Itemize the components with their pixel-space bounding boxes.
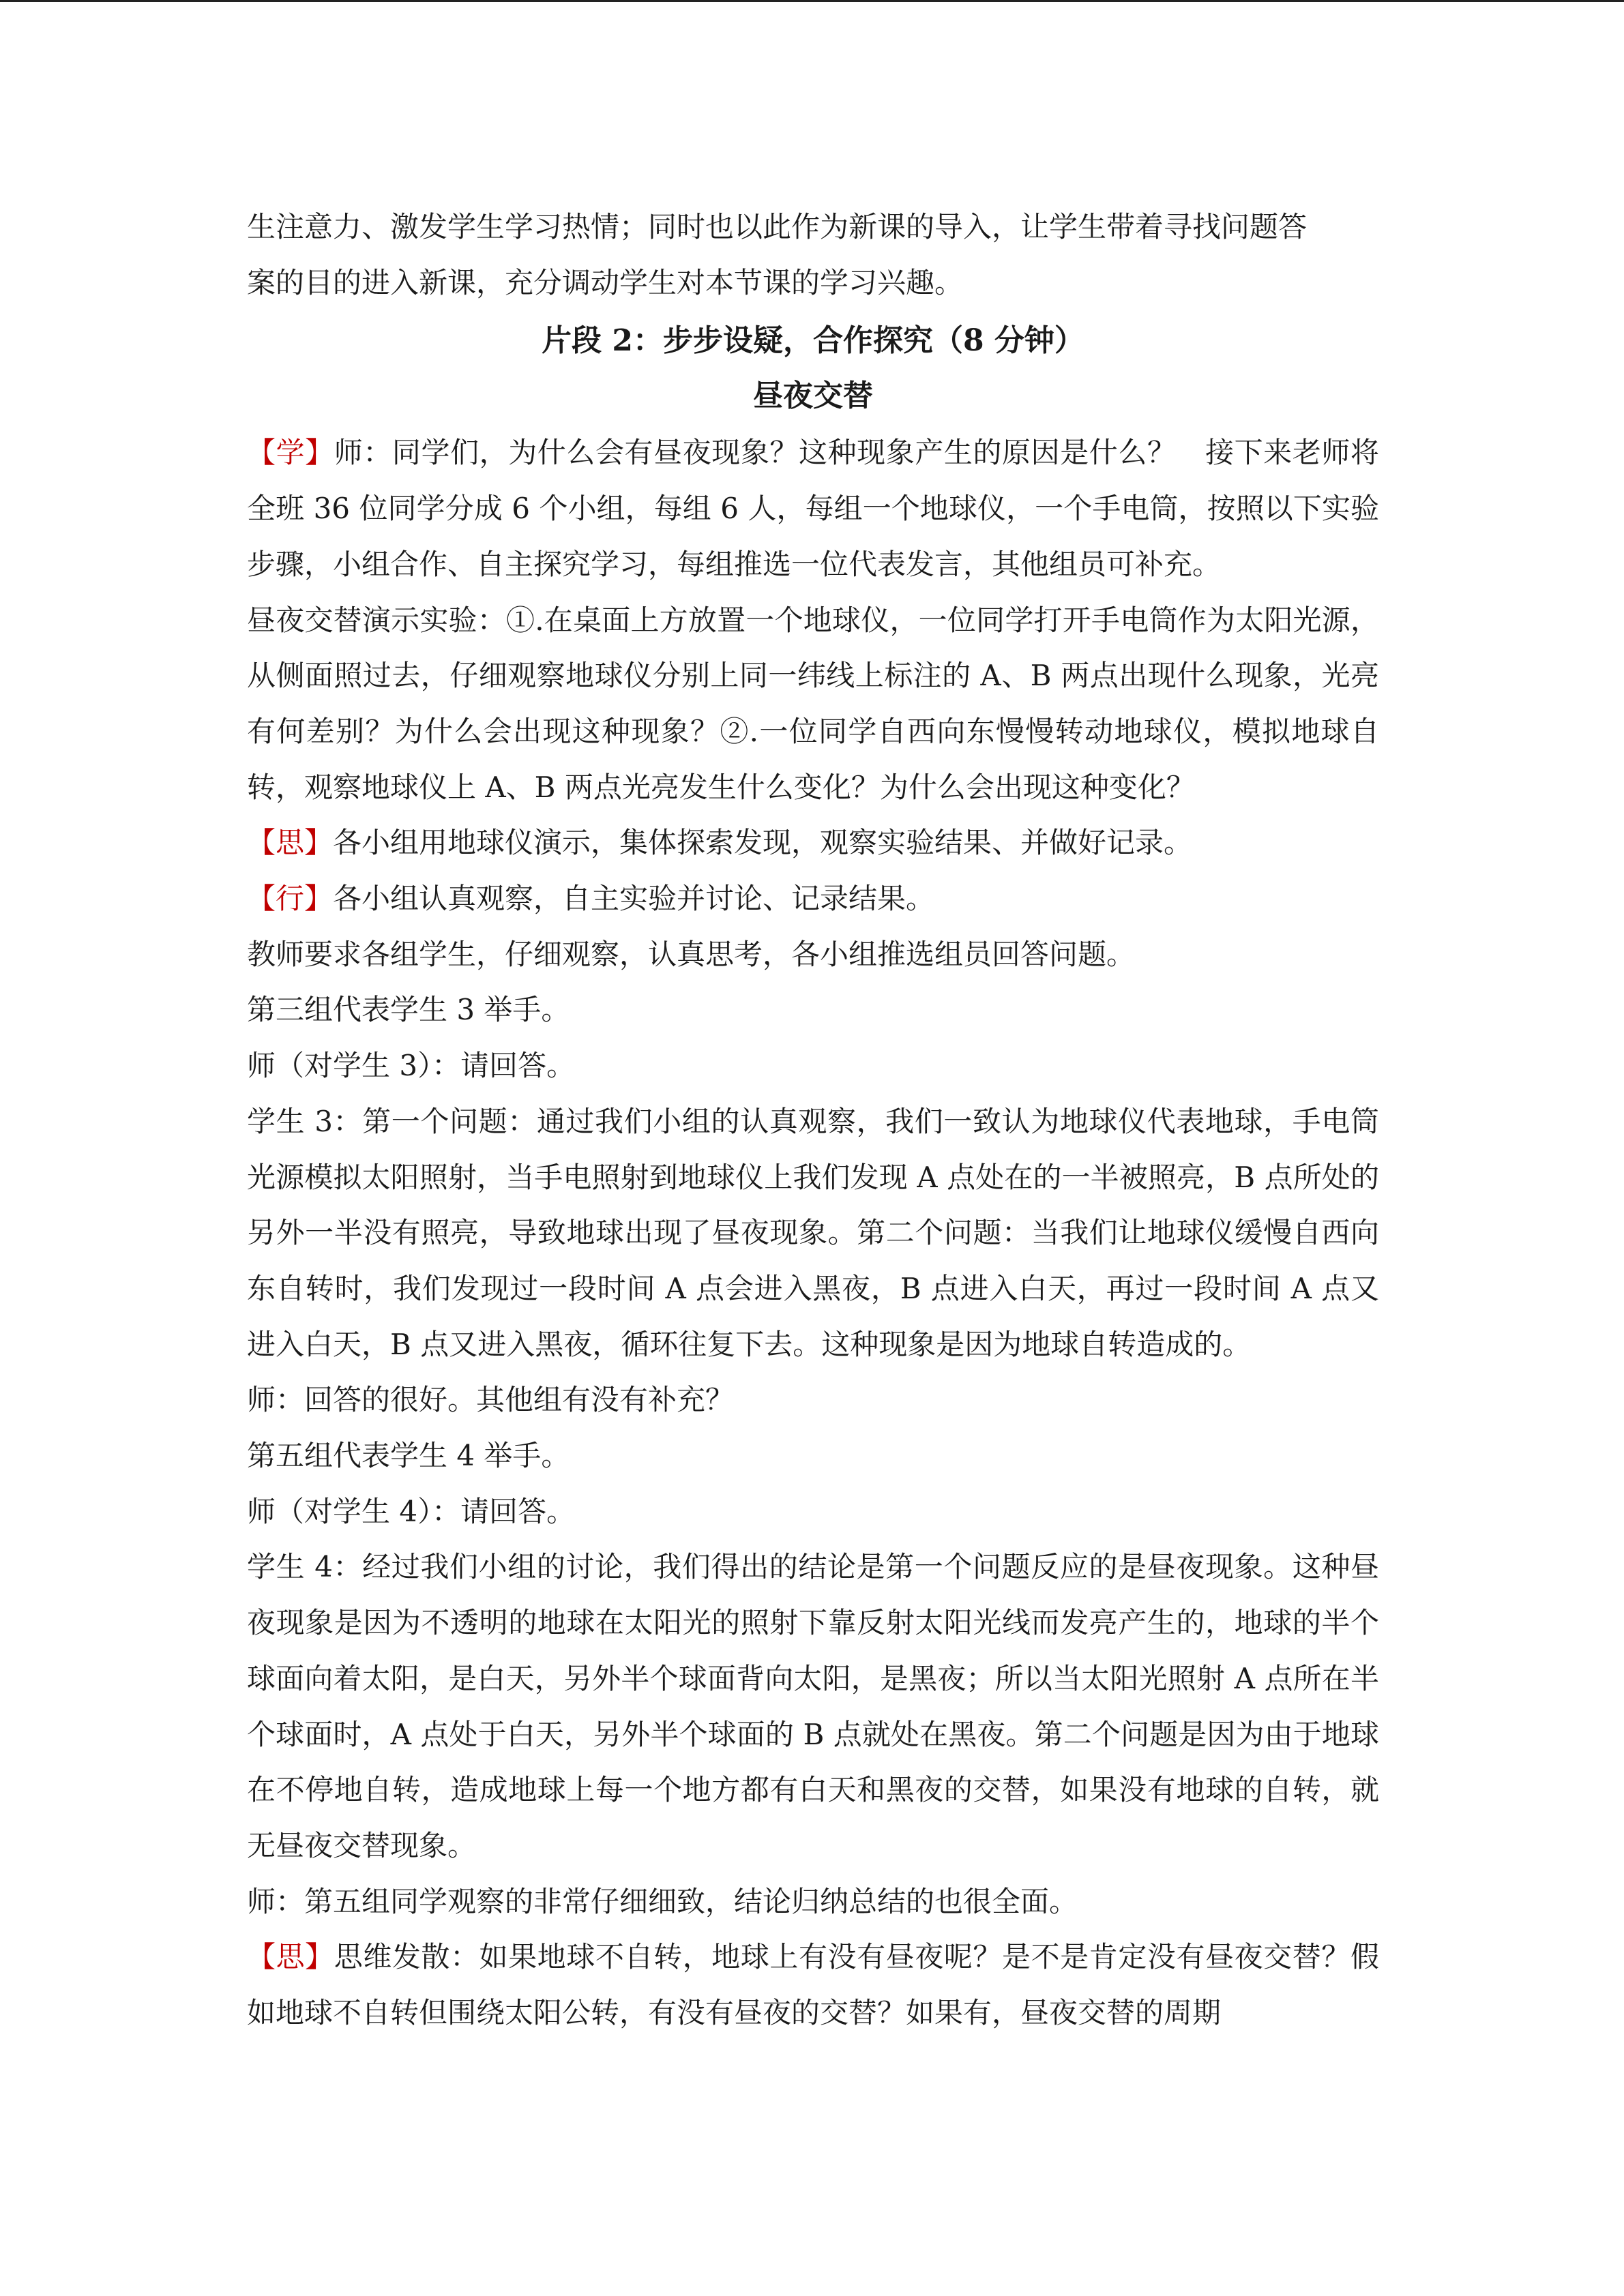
paragraph-text: 昼夜交替演示实验：①.在桌面上方放置一个地球仪，一位同学打开手电筒作为太阳光源，从侧面照过去，仔细观察地球仪分别上同一纬线上标注的 A、B 两点出现什么现象，光亮有何差别？为什么会出现这种现象？②.一位同学自西向东慢慢转动地球仪，模拟地球自转，观察地球仪上 A、B 两点光亮发生什么变化？为什么会出现这种变化？ bbox=[247, 603, 1379, 804]
paragraph-group5 bbox=[247, 1428, 1379, 1484]
intro-line-2: 案的目的进入新课，充分调动学生对本节课的学习兴趣。 bbox=[247, 265, 964, 299]
paragraph-text: 师：同学们，为什么会有昼夜现象？这种现象产生的原因是什么？ 接下来老师将全班 36 位同学分成 6 个小组，每组 6 人，每组一个地球仪，一个手电筒，按照以下实验步骤，小组合作、自主探究学习，每组推选一位代表发言，其他组员可补充。 bbox=[247, 436, 1379, 581]
paragraph-text: 第五组代表学生 4 举手。 bbox=[247, 1439, 570, 1473]
paragraph-think bbox=[247, 815, 1379, 871]
paragraph-teacher-to-s3 bbox=[247, 1038, 1379, 1094]
body-paragraphs bbox=[247, 425, 1379, 2040]
section-heading: 片段 2：步步设疑，合作探究（8 分钟） bbox=[542, 323, 1084, 359]
paragraph-teacher-to-s4 bbox=[247, 1484, 1379, 1540]
paragraph-text: 各小组用地球仪演示，集体探索发现，观察实验结果、并做好记录。 bbox=[333, 826, 1193, 860]
paragraph-text: 各小组认真观察，自主实验并讨论、记录结果。 bbox=[333, 882, 935, 916]
paragraph-text: 师（对学生 3）：请回答。 bbox=[247, 1049, 576, 1083]
page-top-border bbox=[0, 0, 1624, 2]
paragraph-group3 bbox=[247, 982, 1379, 1038]
paragraph-experiment bbox=[247, 593, 1379, 816]
paragraph-text: 师（对学生 4）：请回答。 bbox=[247, 1494, 576, 1528]
subheading: 昼夜交替 bbox=[753, 378, 873, 414]
paragraph-text: 学生 3：第一个问题：通过我们小组的认真观察，我们一致认为地球仪代表地球，手电筒光源模拟太阳照射，当手电照射到地球仪上我们发现 A 点处在的一半被照亮，B 点所处的另外一半没有照亮，导致地球出现了昼夜现象。第二个问题：当我们让地球仪缓慢自西向东自转时，我们发现过一段时间 A 点会进入黑夜，B 点进入白天，再过一段时间 A 点又进入白天，B 点又进入黑夜，循环往复下去。这种现象是因为地球自转造成的。 bbox=[247, 1104, 1379, 1361]
paragraph-teacher-summary bbox=[247, 1874, 1379, 1930]
document-page bbox=[247, 199, 1379, 2041]
tag-learn: 【学】 bbox=[247, 436, 334, 470]
paragraph-text: 第三组代表学生 3 举手。 bbox=[247, 993, 570, 1027]
paragraph-text: 学生 4：经过我们小组的讨论，我们得出的结论是第一个问题反应的是昼夜现象。这种昼夜现象是因为不透明的地球在太阳光的照射下靠反射太阳光线而发亮产生的，地球的半个球面向着太阳，是白天，另外半个球面背向太阳，是黑夜；所以当太阳光照射 A 点所在半个球面时，A 点处于白天，另外半个球面的 B 点就处在黑夜。第二个问题是因为由于地球在不停地自转，造成地球上每一个地方都有白天和黑夜的交替，如果没有地球的自转，就无昼夜交替现象。 bbox=[247, 1550, 1379, 1862]
paragraph-text: 思维发散：如果地球不自转，地球上有没有昼夜呢？是不是肯定没有昼夜交替？假如地球不自转但围绕太阳公转，有没有昼夜的交替？如果有，昼夜交替的周期 bbox=[247, 1940, 1379, 2030]
paragraph-student4 bbox=[247, 1539, 1379, 1873]
paragraph-divergent bbox=[247, 1929, 1379, 2040]
paragraph-text: 教师要求各组学生，仔细观察，认真思考，各小组推选组员回答问题。 bbox=[247, 937, 1136, 971]
paragraph-teacher-praise bbox=[247, 1372, 1379, 1428]
intro-line-1: 生注意力、激发学生学习热情；同时也以此作为新课的导入，让学生带着寻找问题答 bbox=[247, 210, 1308, 243]
tag-think: 【思】 bbox=[247, 1940, 334, 1974]
paragraph-learn bbox=[247, 425, 1379, 592]
paragraph-act bbox=[247, 871, 1379, 927]
paragraph-text: 师：回答的很好。其他组有没有补充？ bbox=[247, 1383, 735, 1417]
tag-think: 【思】 bbox=[247, 826, 334, 860]
paragraph-teacher-request bbox=[247, 927, 1379, 983]
paragraph-student3 bbox=[247, 1094, 1379, 1373]
tag-act: 【行】 bbox=[247, 882, 334, 916]
paragraph-text: 师：第五组同学观察的非常仔细细致，结论归纳总结的也很全面。 bbox=[247, 1884, 1078, 1918]
